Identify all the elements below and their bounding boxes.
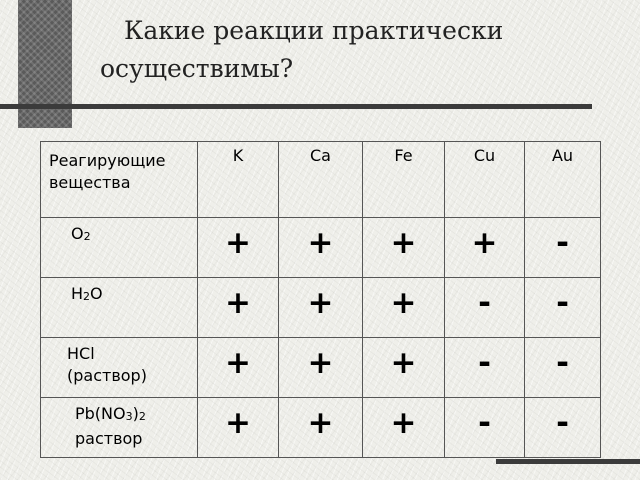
reagent-line: раствор [75, 429, 143, 448]
sign-cell: - [445, 398, 525, 458]
reagent-hcl [41, 338, 198, 398]
corner-header: Реагирующие вещества [41, 142, 198, 218]
slide-title-line-2: осуществимы? [100, 54, 294, 83]
slide-title-line-1: Какие реакции практически [124, 16, 504, 45]
reagent-line: (раствор) [67, 366, 147, 385]
reagent-pbno32 [41, 398, 198, 458]
sign-cell: + [363, 278, 445, 338]
metal-header-ca: Ca [279, 142, 363, 218]
table-row [41, 218, 601, 278]
metal-header-au: Au [525, 142, 601, 218]
reagent-text: O [90, 284, 103, 303]
sign-cell: + [363, 398, 445, 458]
reagent-text: H [71, 284, 84, 303]
table-row [41, 278, 601, 338]
sign-cell: + [279, 398, 363, 458]
sign-cell: - [445, 278, 525, 338]
sign-cell: - [525, 278, 601, 338]
sign-cell: - [525, 398, 601, 458]
sign-cell: + [445, 218, 525, 278]
metal-header-cu: Cu [445, 142, 525, 218]
reagent-text: O [71, 224, 84, 243]
sign-cell: + [198, 278, 279, 338]
sign-cell: + [198, 398, 279, 458]
decorative-line-top [0, 104, 592, 109]
sign-cell: + [363, 218, 445, 278]
reagent-line [75, 403, 197, 428]
sign-cell: + [363, 338, 445, 398]
reagent-o2 [41, 218, 198, 278]
reagent-subscript: 2 [138, 410, 146, 423]
header-row [41, 142, 601, 218]
reactions-table [40, 141, 601, 458]
sign-cell: + [279, 338, 363, 398]
sign-cell: + [198, 218, 279, 278]
sign-cell: - [445, 338, 525, 398]
table-row [41, 398, 601, 458]
sign-cell: - [525, 218, 601, 278]
reagent-line: HCl [67, 344, 95, 363]
sign-cell: + [198, 338, 279, 398]
reagent-h2o [41, 278, 198, 338]
reagent-text: ) [132, 404, 139, 423]
decorative-line-bottom [496, 459, 640, 464]
sign-cell: + [279, 278, 363, 338]
metal-header-k: K [198, 142, 279, 218]
reagent-text: Pb(NO [75, 404, 126, 423]
sign-cell: + [279, 218, 363, 278]
slide-title [100, 12, 600, 88]
reagent-subscript: 2 [83, 290, 91, 303]
table-row [41, 338, 601, 398]
reagent-subscript: 2 [83, 230, 91, 243]
reagent-subscript: 3 [125, 410, 133, 423]
sign-cell: - [525, 338, 601, 398]
metal-header-fe: Fe [363, 142, 445, 218]
